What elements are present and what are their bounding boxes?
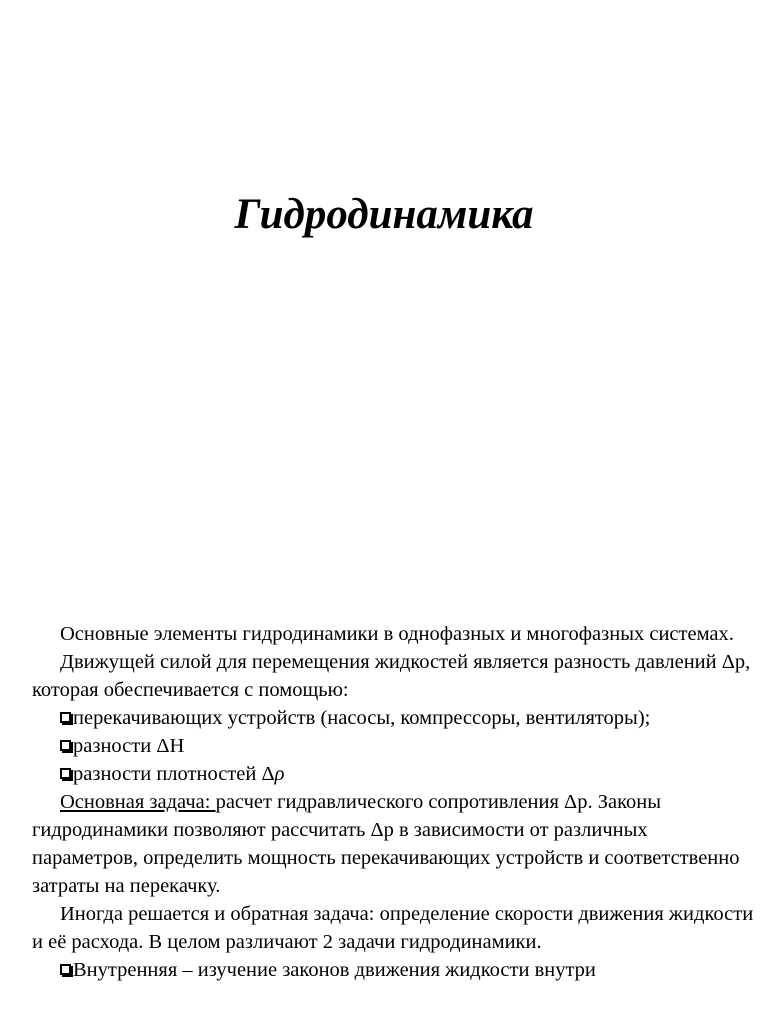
rho-symbol: ρ xyxy=(274,763,285,785)
main-task-text: расчет гидравлического сопротивления Δр. Законы гидродинамики позволяют рассчитать Δр в зависимости от различных параметров, определить мощность перекачивающих устройств и соответственно затраты на перекачку. xyxy=(32,791,740,897)
bullet-item xyxy=(32,760,754,788)
checkbox-bullet-icon xyxy=(60,768,71,779)
bullet-text: Внутренняя – изучение законов движения жидкости внутри xyxy=(73,959,596,981)
bullet-item xyxy=(32,704,754,732)
paragraph-inverse-task: Иногда решается и обратная задача: определение скорости движения жидкости и её расхода. В целом различают 2 задачи гидродинамики. xyxy=(32,903,754,953)
checkbox-bullet-icon xyxy=(60,740,71,751)
checkbox-bullet-icon xyxy=(60,712,71,723)
paragraph-driving-force: Движущей силой для перемещения жидкостей является разность давлений Δр, которая обеспечивается с помощью: xyxy=(32,651,751,701)
main-task-label: Основная задача: xyxy=(60,791,216,813)
paragraph-main-task xyxy=(32,788,754,900)
page-title: Гидродинамика xyxy=(234,191,534,238)
body-text xyxy=(32,620,754,984)
bullet-text: разности плотностей Δ xyxy=(73,763,275,785)
bullet-item xyxy=(32,732,754,760)
checkbox-bullet-icon xyxy=(60,964,71,975)
bullet-text: перекачивающих устройств (насосы, компрессоры, вентиляторы); xyxy=(73,707,651,729)
bullet-item xyxy=(32,956,754,984)
bullet-text: разности ΔН xyxy=(73,735,185,757)
paragraph-intro: Основные элементы гидродинамики в однофазных и многофазных системах. xyxy=(60,623,734,645)
